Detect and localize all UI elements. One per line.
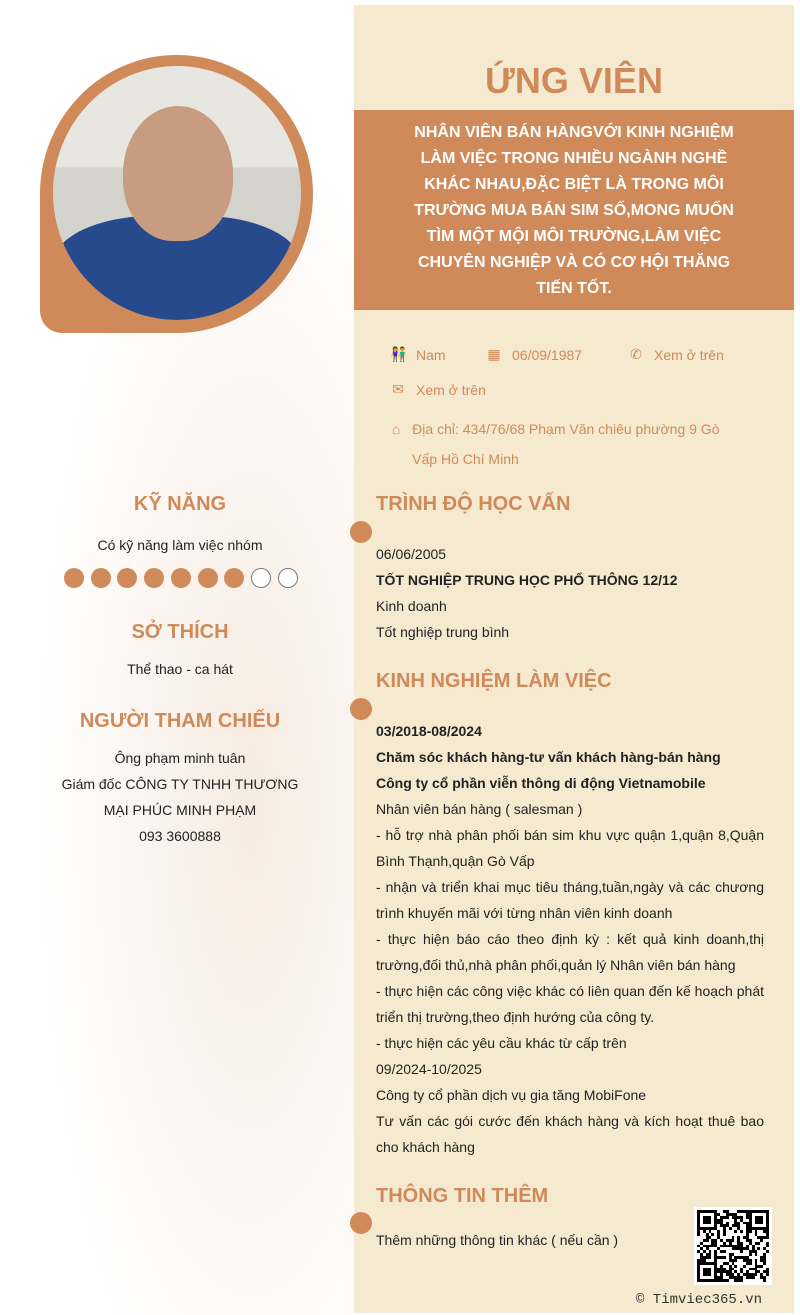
timeline-marker xyxy=(350,698,372,720)
education-major: Kinh doanh xyxy=(376,598,447,614)
phone-value: Xem ở trên xyxy=(654,346,724,363)
job-line: - nhận và triển khai mục tiêu tháng,tuần,ngày và các chương trình khuyến mãi với từng nhân viên kinh doanh xyxy=(376,879,764,921)
phone-icon: ✆ xyxy=(630,346,642,362)
job-line: - thực hiện báo cáo theo định kỳ : kết quả kinh doanh,thị trường,đối thủ,nhà phân phối,quản lý Nhân viên bán hàng xyxy=(376,931,764,973)
career-summary: NHÂN VIÊN BÁN HÀNGVỚI KINH NGHIỆM LÀM VIỆC TRONG NHIỀU NGÀNH NGHỀ KHÁC NHAU,ĐẶC BIỆT LÀ TRONG MÔI TRƯỜNG MUA BÁN SIM SỐ,MONG MUỐN TÌM MỘT MỘI MÔI TRƯỜNG,LÀM VIỆC CHUYÊN NGHIỆP VÀ CÓ CƠ HỘI THĂNG TIẾN TỐT. xyxy=(354,110,794,310)
job-line: Nhân viên bán hàng ( salesman ) xyxy=(376,801,583,817)
education-school: TỐT NGHIỆP TRUNG HỌC PHỔ THÔNG 12/12 xyxy=(376,572,678,588)
timeline-marker xyxy=(350,1212,372,1234)
job-description: Tư vấn các gói cước đến khách hàng và kích hoạt thuê bao cho khách hàng xyxy=(376,1113,764,1155)
job-company: Công ty cổ phần dịch vụ gia tăng MobiFone xyxy=(376,1087,647,1103)
rating-dot-empty xyxy=(278,568,298,588)
education-heading: TRÌNH ĐỘ HỌC VẤN xyxy=(376,493,571,515)
rating-dot-filled xyxy=(64,568,84,588)
rating-dot-empty xyxy=(251,568,271,588)
envelope-icon: ✉ xyxy=(392,381,404,397)
education-grade: Tốt nghiệp trung bình xyxy=(376,624,510,640)
copyright: © Timviec365.vn xyxy=(636,1292,763,1308)
qr-code xyxy=(694,1207,772,1285)
job-position: Chăm sóc khách hàng-tư vấn khách hàng-bán hàng xyxy=(376,749,721,765)
gender-icon: 👫 xyxy=(390,346,408,362)
hobbies-text: Thể thao - ca hát xyxy=(127,661,233,677)
experience-block xyxy=(376,718,764,1160)
rating-dot-filled xyxy=(198,568,218,588)
job-line: - thực hiện các yêu cầu khác từ cấp trên xyxy=(376,1035,627,1051)
references-heading: NGƯỜI THAM CHIẾU xyxy=(79,710,281,732)
rating-dot-filled xyxy=(171,568,191,588)
extra-text: Thêm những thông tin khác ( nếu cần ) xyxy=(376,1232,619,1248)
timeline-marker xyxy=(350,521,372,543)
email-value: Xem ở trên xyxy=(416,381,486,398)
address-value: Địa chỉ: 434/76/68 Phạm Văn chiêu phường 9 Gò Vấp Hồ Chí Minh xyxy=(412,421,720,467)
skills-heading: KỸ NĂNG xyxy=(133,493,227,515)
address-info xyxy=(390,414,730,474)
home-icon: ⌂ xyxy=(391,421,401,437)
rating-dot-filled xyxy=(144,568,164,588)
reference-phone: 093 3600888 xyxy=(139,828,221,844)
job-date: 03/2018-08/2024 xyxy=(376,723,482,739)
rating-dot-filled xyxy=(91,568,111,588)
job-date: 09/2024-10/2025 xyxy=(376,1061,482,1077)
gender-value: Nam xyxy=(416,346,446,363)
gender-info xyxy=(390,346,446,363)
extra-heading: THÔNG TIN THÊM xyxy=(376,1185,549,1207)
phone-info xyxy=(628,346,724,363)
references-block xyxy=(0,745,360,849)
job-line: - hỗ trợ nhà phân phối bán sim khu vực quận 1,quận 8,Quận Bình Thạnh,quận Gò Vấp xyxy=(376,827,764,869)
page-title: ỨNG VIÊN xyxy=(485,60,663,101)
birthday-value: 06/09/1987 xyxy=(512,346,583,363)
hobbies-heading: SỞ THÍCH xyxy=(131,621,229,643)
email-info xyxy=(390,381,486,398)
skill-name: Có kỹ năng làm việc nhóm xyxy=(97,537,263,553)
education-date: 06/06/2005 xyxy=(376,546,447,562)
avatar xyxy=(53,66,301,320)
education-block xyxy=(376,541,764,645)
experience-heading: KINH NGHIỆM LÀM VIỆC xyxy=(376,670,612,692)
reference-name: Ông phạm minh tuân xyxy=(114,750,246,766)
calendar-icon: ▦ xyxy=(487,346,501,362)
reference-role: Giám đốc CÔNG TY TNHH THƯƠNG MẠI PHÚC MINH PHẠM xyxy=(61,776,299,818)
job-company: Công ty cổ phần viễn thông di động Vietnamobile xyxy=(376,775,706,791)
job-line: - thực hiện các công việc khác có liên quan đến kế hoạch phát triển thị trường,theo định hướng của công ty. xyxy=(376,983,764,1025)
birthday-info xyxy=(486,346,582,363)
